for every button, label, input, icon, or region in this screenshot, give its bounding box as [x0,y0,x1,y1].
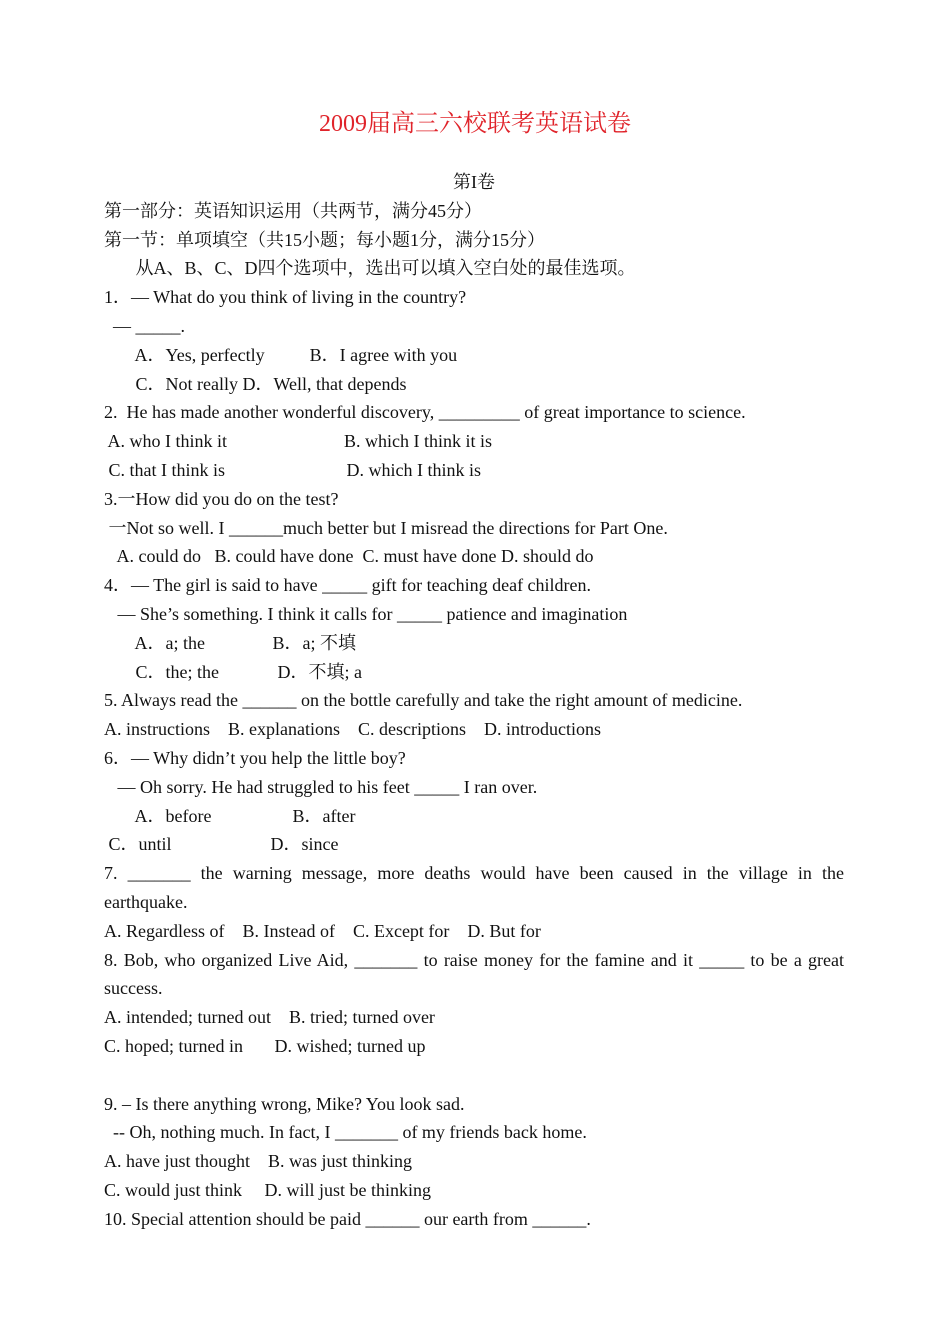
question-4-reply: — She’s something. I think it calls for _____ patience and imagination [104,603,628,624]
question-2-stem: 2. He has made another wonderful discovery, _________ of great importance to science. [104,402,746,423]
question-9-stem: 9. – Is there anything wrong, Mike? You look sad. [104,1093,465,1114]
part-heading: 第一部分：英语知识运用（共两节，满分45分） [104,200,482,221]
question-4-options-ab: A．a; the B．a; 不填 [104,632,356,653]
question-1-stem: 1．— What do you think of living in the country? [104,287,467,308]
question-6-stem: 6．— Why didn’t you help the little boy? [104,747,406,768]
question-9-options-ab: A. have just thought B. was just thinking [104,1151,412,1172]
question-7-stem: 7. _______ the warning message, more deaths would have been caused in the village in the earthquake. [104,863,844,912]
volume-heading: 第I卷 [453,172,495,192]
section-heading: 第一节：单项填空（共15小题；每小题1分，满分15分） [104,229,545,250]
question-8-stem: 8. Bob, who organized Live Aid, _______ to raise money for the famine and it _____ to be a great success. [104,949,844,999]
question-4-stem: 4．— The girl is said to have _____ gift for teaching deaf children. [104,575,592,596]
question-6-options-ab: A．before B．after [104,805,356,826]
question-6-reply: — Oh sorry. He had struggled to his feet _____ I ran over. [104,776,538,797]
exam-title: 2009届高三六校联考英语试卷 [319,111,631,137]
exam-content [104,168,844,1233]
question-1-options-cd: C．Not really D．Well, that depends [104,373,407,394]
question-8-options-ab: A. intended; turned out B. tried; turned over [104,1007,435,1028]
question-9-reply: -- Oh, nothing much. In fact, I _______ of my friends back home. [104,1122,587,1143]
question-5-options: A. instructions B. explanations C. descriptions D. introductions [104,719,601,740]
question-2-options-cd: C. that I think is D. which I think is [104,459,481,480]
question-3-stem: 3.一How did you do on the test? [104,488,339,509]
question-2-options-ab: A. who I think it B. which I think it is [104,431,493,452]
question-4-options-cd: C．the; the D．不填; a [104,661,362,682]
question-1-reply: — _____. [104,315,185,336]
question-6-options-cd: C．until D．since [104,834,339,855]
question-9-options-cd: C. would just think D. will just be thinking [104,1179,432,1200]
blank-line [104,1061,844,1090]
question-5-stem: 5. Always read the ______ on the bottle carefully and take the right amount of medicine. [104,690,743,711]
question-1-options-ab: A．Yes, perfectly B．I agree with you [104,344,458,365]
question-3-options: A. could do B. could have done C. must have done D. should do [104,546,594,567]
question-3-reply: 一Not so well. I ______much better but I misread the directions for Part One. [104,517,668,538]
question-7-options: A. Regardless of B. Instead of C. Except for D. But for [104,920,541,941]
question-8-options-cd: C. hoped; turned in D. wished; turned up [104,1035,426,1056]
instructions: 从A、B、C、D四个选项中，选出可以填入空白处的最佳选项。 [104,258,636,279]
question-10-stem: 10. Special attention should be paid ______ our earth from ______. [104,1208,591,1229]
